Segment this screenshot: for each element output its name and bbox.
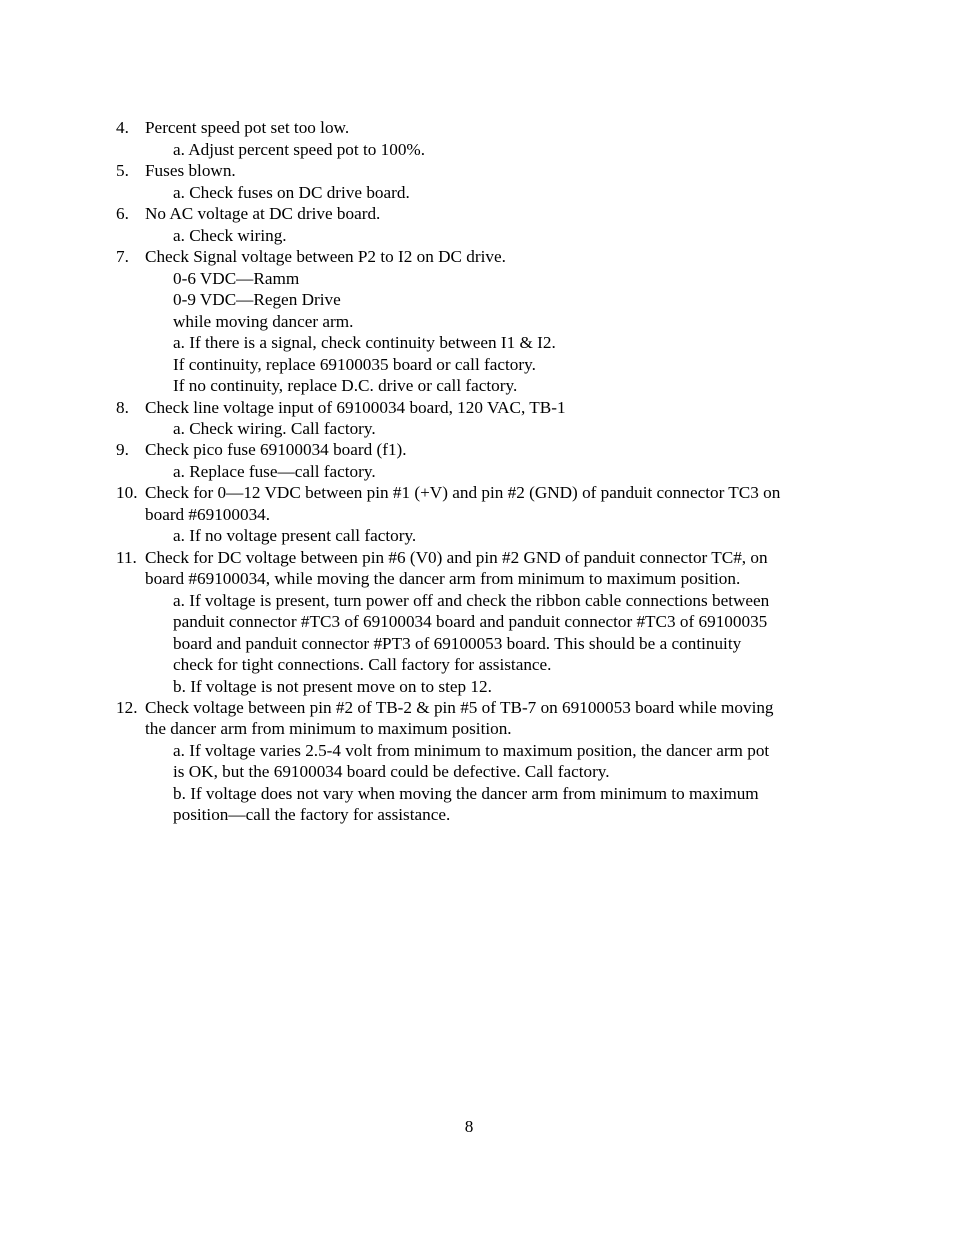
sub-item-text: a. Replace fuse—call factory.: [173, 462, 376, 481]
sub-item-text: a. If there is a signal, check continuity between I1 & I2.: [173, 333, 556, 352]
sub-item-text: check for tight connections. Call factory for assistance.: [173, 655, 552, 674]
sub-item-text: panduit connector #TC3 of 69100034 board and panduit connector #TC3 of 69100035: [173, 612, 768, 631]
sub-item-text: 0-6 VDC—Ramm: [173, 269, 300, 288]
sub-item-text: If continuity, replace 69100035 board or call factory.: [173, 355, 536, 374]
sub-item-text: 0-9 VDC—Regen Drive: [173, 290, 341, 309]
item-continuation-text: board #69100034, while moving the dancer arm from minimum to maximum position.: [145, 569, 741, 588]
item-text: Check line voltage input of 69100034 board, 120 VAC, TB-1: [145, 398, 566, 417]
item-continuation-text: board #69100034.: [145, 505, 271, 524]
item-text: Check voltage between pin #2 of TB-2 & pin #5 of TB-7 on 69100053 board while moving: [145, 698, 774, 717]
item-number: 5.: [116, 161, 129, 180]
item-number: 4.: [116, 118, 129, 137]
item-number: 7.: [116, 247, 129, 266]
item-continuation-text: the dancer arm from minimum to maximum position.: [145, 719, 512, 738]
item-text: Percent speed pot set too low.: [145, 118, 350, 137]
item-number: 11.: [116, 548, 137, 567]
item-number: 8.: [116, 398, 129, 417]
sub-item-text: b. If voltage does not vary when moving the dancer arm from minimum to maximum: [173, 784, 759, 803]
item-number: 6.: [116, 204, 129, 223]
sub-item-text: If no continuity, replace D.C. drive or call factory.: [173, 376, 518, 395]
item-text: Check for DC voltage between pin #6 (V0) and pin #2 GND of panduit connector TC#, on: [145, 548, 768, 567]
item-text: Check Signal voltage between P2 to I2 on DC drive.: [145, 247, 506, 266]
sub-item-text: a. If voltage is present, turn power off and check the ribbon cable connections between: [173, 591, 770, 610]
sub-item-text: position—call the factory for assistance.: [173, 805, 451, 824]
item-number: 12.: [116, 698, 138, 717]
sub-item-text: is OK, but the 69100034 board could be defective. Call factory.: [173, 762, 610, 781]
sub-item-text: b. If voltage is not present move on to step 12.: [173, 677, 492, 696]
sub-item-text: a. Check wiring. Call factory.: [173, 419, 376, 438]
sub-item-text: a. Check fuses on DC drive board.: [173, 183, 410, 202]
sub-item-text: a. If no voltage present call factory.: [173, 526, 417, 545]
sub-item-text: a. If voltage varies 2.5-4 volt from minimum to maximum position, the dancer arm pot: [173, 741, 770, 760]
sub-item-text: a. Check wiring.: [173, 226, 287, 245]
page-number: 8: [464, 1117, 474, 1136]
item-text: Check for 0—12 VDC between pin #1 (+V) and pin #2 (GND) of panduit connector TC3 on: [145, 483, 781, 502]
item-number: 9.: [116, 440, 129, 459]
sub-item-text: a. Adjust percent speed pot to 100%.: [173, 140, 426, 159]
item-number: 10.: [116, 483, 138, 502]
sub-item-text: board and panduit connector #PT3 of 69100053 board. This should be a continuity: [173, 634, 742, 653]
item-text: Fuses blown.: [145, 161, 236, 180]
item-text: Check pico fuse 69100034 board (f1).: [145, 440, 407, 459]
sub-item-text: while moving dancer arm.: [173, 312, 354, 331]
item-text: No AC voltage at DC drive board.: [145, 204, 381, 223]
